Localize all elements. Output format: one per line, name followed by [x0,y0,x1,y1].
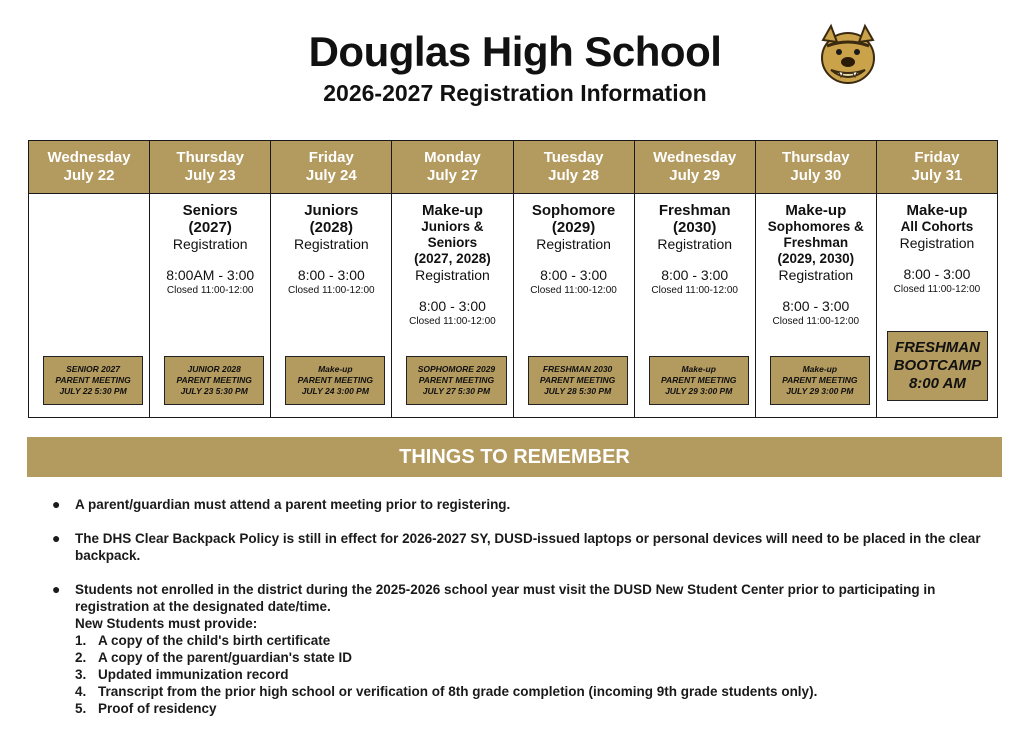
day-cell [634,194,755,418]
list-item: ● The DHS Clear Backpack Policy is still in effect for 2026-2027 SY, DUSD-issued laptops or personal devices will need to be placed in the clear backpack. [52,530,981,563]
day-header: Wednesday July 29 [634,141,755,194]
closed-hours: Closed 11:00-12:00 [166,285,254,296]
parent-meeting-box: Make-up PARENT MEETING JULY 29 3:00 PM [649,356,749,405]
list-item: 2. A copy of the parent/guardian's state ID [75,650,353,665]
day-cell [150,194,271,418]
registration-label: Registration [293,236,369,252]
closed-hours: Closed 11:00-12:00 [530,285,617,296]
bullet-icon: ● [52,530,61,546]
registration-time: 8:00AM - 3:00 [166,267,255,283]
bulldog-mascot-icon [815,20,881,88]
day-cell [755,194,876,418]
cohort-label: Sophomore [531,202,616,219]
closed-hours: Closed 11:00-12:00 [893,284,981,295]
reminders-list [52,496,982,734]
registration-label: Registration [172,236,248,252]
day-cell [392,194,513,418]
registration-time: 8:00 - 3:00 [297,267,365,283]
page-title: Douglas High School [308,28,722,75]
cohort-label: Freshman [783,235,849,250]
parent-meeting-box: Make-up PARENT MEETING JULY 29 3:00 PM [770,356,870,405]
registration-time: 8:00 - 3:00 [540,267,608,283]
parent-meeting-box: SOPHOMORE 2029 PARENT MEETING JULY 27 5:30 PM [406,356,506,405]
registration-time: 8:00 - 3:00 [903,266,971,282]
cohort-year: (2029) [551,219,596,236]
cohort-label: Seniors [182,202,238,219]
day-header: Thursday July 23 [150,141,271,194]
freshman-bootcamp-box: FRESHMAN BOOTCAMP 8:00 AM [887,331,988,401]
registration-label: Registration [899,235,975,251]
registration-label: Registration [415,267,490,283]
day-cell [876,194,997,418]
new-students-heading: New Students must provide: [75,616,258,631]
cohort-year: (2027, 2028) [414,251,491,266]
registration-time: 8:00 - 3:00 [661,267,729,283]
things-to-remember-banner: THINGS TO REMEMBER [27,437,1002,477]
day-header: Friday July 31 [876,141,997,194]
registration-label: Registration [657,236,733,252]
new-student-requirements [75,632,982,717]
registration-label: Registration [536,236,611,252]
day-header: Friday July 24 [271,141,392,194]
day-cell [29,194,150,418]
day-header: Wednesday July 22 [29,141,150,194]
closed-hours: Closed 11:00-12:00 [288,285,375,296]
list-item: 3. Updated immunization record [75,667,289,682]
list-item: 1. A copy of the child's birth certificate [75,633,331,648]
parent-meeting-box: SENIOR 2027 PARENT MEETING JULY 22 5:30 PM [43,356,143,405]
bullet-icon: ● [52,581,61,597]
cohort-label: Juniors [304,202,359,219]
cohort-label: Seniors [427,235,478,250]
registration-label: Registration [778,267,854,283]
day-cell [513,194,634,418]
parent-meeting-box: FRESHMAN 2030 PARENT MEETING JULY 28 5:30 PM [528,356,628,405]
registration-time: 8:00 - 3:00 [782,298,850,314]
cohort-year: (2029, 2030) [777,251,855,266]
list-item: ● Students not enrolled in the district during the 2025-2026 school year must visit the DUSD New Student Center prior to participating in registration at the designated date/time. New Students must provide: 1. A copy of the child's birth certificate 2. A copy of the parent/guardian's state ID 3. Updated immunization record 4. Transcript from the prior high school or verification of 8th grade completion (incoming 9th grade students only). 5. Proof of residency [52,581,982,717]
registration-time: 8:00 - 3:00 [418,298,486,314]
cohort-year: (2030) [673,219,717,236]
cohort-year: (2027) [188,219,232,236]
list-item: ● A parent/guardian must attend a parent meeting prior to registering. [52,496,511,512]
list-item: 4. Transcript from the prior high school or verification of 8th grade completion (incoming 9th grade students only). [75,684,818,699]
closed-hours: Closed 11:00-12:00 [772,316,860,327]
parent-meeting-box: Make-up PARENT MEETING JULY 24 3:00 PM [285,356,385,405]
cohort-label: Freshman [658,202,731,219]
parent-meeting-box: JUNIOR 2028 PARENT MEETING JULY 23 5:30 PM [164,356,264,405]
day-header: Thursday July 30 [755,141,876,194]
cohort-label: Make-up [785,202,847,219]
day-header: Tuesday July 28 [513,141,634,194]
cohort-label: Make-up [422,202,483,219]
closed-hours: Closed 11:00-12:00 [651,285,738,296]
list-item: 5. Proof of residency [75,701,217,716]
page-subtitle: 2026-2027 Registration Information [323,80,707,106]
day-header: Monday July 27 [392,141,513,194]
cohort-label: Juniors & [421,219,484,234]
bullet-icon: ● [52,496,61,512]
cohort-label: Sophomores & [767,219,864,234]
cohort-label: All Cohorts [900,219,974,234]
day-cell [271,194,392,418]
cohort-year: (2028) [309,219,353,236]
closed-hours: Closed 11:00-12:00 [409,316,496,327]
registration-schedule-table [28,140,998,418]
cohort-label: Make-up [906,202,968,219]
